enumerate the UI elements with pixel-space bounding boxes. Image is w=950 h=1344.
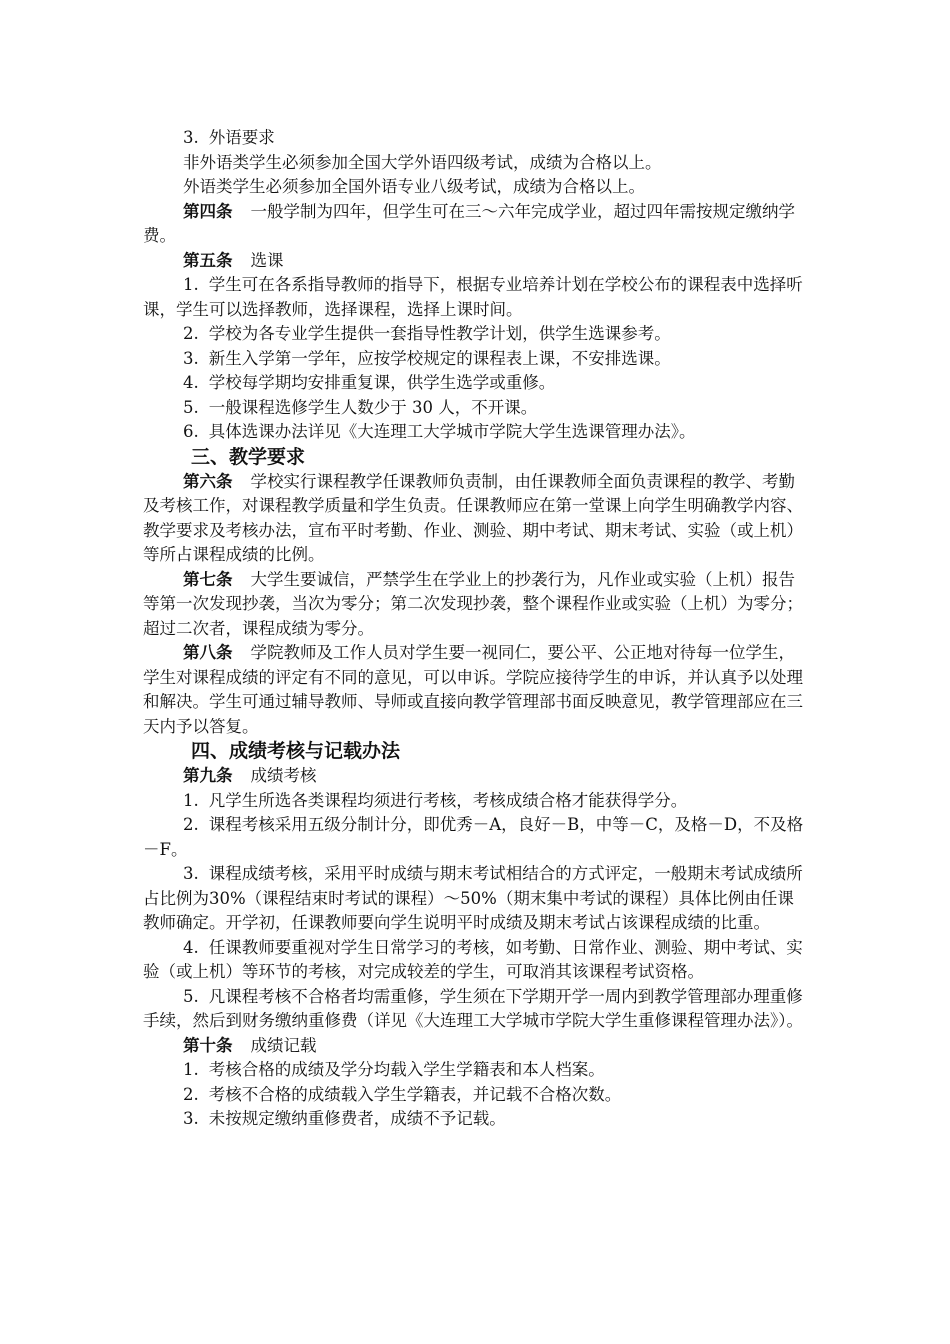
list-item: 1. 学生可在各系指导教师的指导下，根据专业培养计划在学校公布的课程表中选择听课，学生可以选择教师，选择课程，选择上课时间。 [143,275,803,319]
list-item: 3. 新生入学第一学年，应按学校规定的课程表上课，不安排选课。 [183,348,671,368]
list-item: 2. 课程考核采用五级分制计分，即优秀－A，良好－B，中等－C，及格－D，不及格－F。 [143,815,804,859]
item-heading: 3. 外语要求 [183,128,275,147]
list-item: 4. 任课教师要重视对学生日常学习的考核，如考勤、日常作业、测验、期中考试、实验（或上机）等环节的考核，对完成较差的学生，可取消其该课程考试资格。 [143,937,803,981]
list-item: 3. 未按规定缴纳重修费者，成绩不予记载。 [183,1109,506,1128]
paragraph: 非外语类学生必须参加全国大学外语四级考试，成绩为合格以上。 [183,152,662,172]
list-item: 2. 学校为各专业学生提供一套指导性教学计划，供学生选课参考。 [183,324,671,343]
article-9: 第九条 成绩考核 [183,766,317,785]
article-6: 第六条 学校实行课程教学任课教师负责制，由任课教师全面负责课程的教学、考勤及考核工作，对课程教学质量和学生负责。任课教师应在第一堂课上向学生明确教学内容、教学要求及考核办法，宣布平时考勤、作业、测验、期中考试、期末考试、实验（或上机）等所占课程成绩的比例。 [143,471,803,564]
list-item: 1. 凡学生所选各类课程均须进行考核，考核成绩合格才能获得学分。 [183,790,688,810]
list-item: 3. 课程成绩考核，采用平时成绩与期末考试相结合的方式评定，一般期末考试成绩所占比例为30%（课程结束时考试的课程）～50%（期末集中考试的课程）具体比例由任课教师确定。开学初，任课教师要向学生说明平时成绩及期末考试占该课程成绩的比重。 [143,864,803,932]
paragraph: 外语类学生必须参加全国外语专业八级考试，成绩为合格以上。 [183,177,645,196]
article-8: 第八条 学院教师及工作人员对学生要一视同仁，要公平、公正地对待每一位学生，学生对课程成绩的评定有不同的意见，可以申诉。学院应接待学生的申诉，并认真予以处理和解决。学生可通过辅导教师、导师或直接向教学管理部书面反映意见，教学管理部应在三天内予以答复。 [143,643,803,736]
list-item: 4. 学校每学期均安排重复课，供学生选学或重修。 [183,373,556,392]
article-5: 第五条 选课 [183,250,284,270]
list-item: 6. 具体选课办法详见《大连理工大学城市学院大学生选课管理办法》。 [183,422,696,441]
article-4: 第四条 一般学制为四年，但学生可在三～六年完成学业，超过四年需按规定缴纳学费。 [143,201,795,245]
list-item: 5. 凡课程考核不合格者均需重修，学生须在下学期开学一周内到教学管理部办理重修手续，然后到财务缴纳重修费（详见《大连理工大学城市学院大学生重修课程管理办法》）。 [143,986,803,1030]
section-heading: 四、成绩考核与记载办法 [191,740,401,762]
article-10: 第十条 成绩记载 [183,1035,317,1055]
list-item: 1. 考核合格的成绩及学分均载入学生学籍表和本人档案。 [183,1060,605,1079]
list-item: 2. 考核不合格的成绩载入学生学籍表，并记载不合格次数。 [183,1084,622,1104]
list-item: 5. 一般课程选修学生人数少于 30 人，不开课。 [183,397,538,417]
document-body [143,126,808,1132]
article-7: 第七条 大学生要诚信，严禁学生在学业上的抄袭行为，凡作业或实验（上机）报告等第一次发现抄袭，当次为零分；第二次发现抄袭，整个课程作业或实验（上机）为零分；超过二次者，课程成绩为零分。 [143,569,803,638]
section-heading: 三、教学要求 [191,445,306,468]
